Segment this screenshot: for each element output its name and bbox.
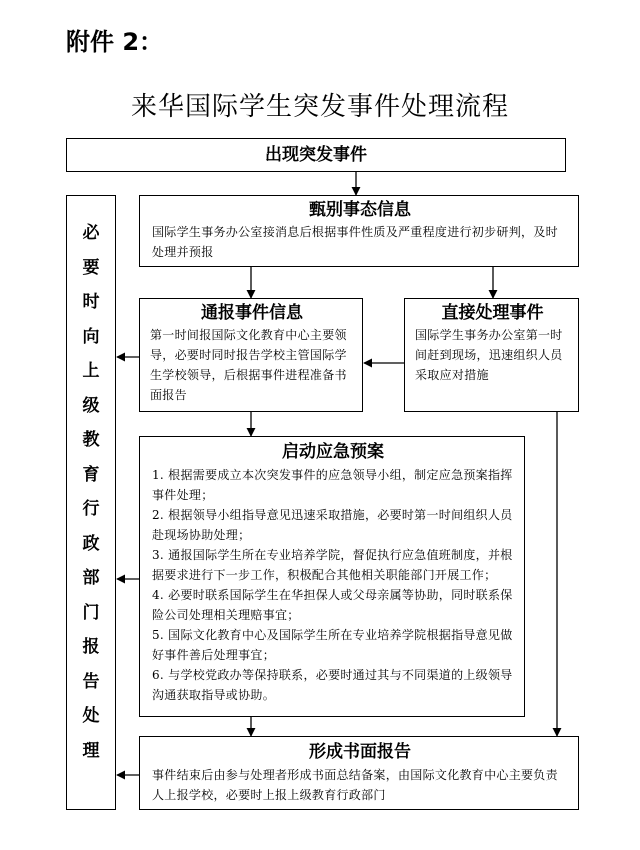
side-char: 政	[82, 533, 100, 554]
report-info-node-text: 第一时间报国际文化教育中心主要领导，必要时同时报告学校主管国际学生学校领导，后根据事件进程准备书面报告	[150, 328, 347, 402]
written-report-node	[139, 736, 579, 810]
start-node-title: 出现突发事件	[265, 145, 367, 165]
side-char: 时	[82, 292, 100, 312]
page-title: 来华国际学生突发事件处理流程	[130, 92, 509, 122]
side-char: 上	[82, 361, 100, 381]
side-char: 教	[82, 430, 100, 450]
side-escalation-text	[67, 218, 115, 770]
side-char: 向	[82, 326, 100, 347]
side-char: 处	[82, 706, 100, 726]
side-char: 报	[82, 637, 100, 657]
direct-handling-node-title: 直接处理事件	[441, 303, 544, 323]
written-report-node-title: 形成书面报告	[309, 742, 411, 762]
side-char: 行	[82, 499, 100, 519]
direct-handling-node-text: 国际学生事务办公室第一时间赶到现场，迅速组织人员采取应对措施	[415, 328, 563, 382]
side-char: 级	[82, 395, 100, 416]
emergency-step: 6. 与学校党政办等保持联系，必要时通过其与不同渠道的上级领导沟通获取指导或协助。	[152, 668, 513, 702]
identify-node-title: 甄别事态信息	[309, 200, 411, 220]
emergency-plan-node	[139, 436, 525, 717]
side-char: 部	[82, 568, 100, 588]
side-char: 要	[82, 257, 100, 278]
side-char: 育	[82, 464, 100, 485]
start-node	[66, 138, 566, 172]
emergency-step: 4. 必要时联系国际学生在华担保人或父母亲属等协助，同时联系保险公司处理相关理赔事宜；	[152, 588, 513, 622]
emergency-plan-node-title: 启动应急预案	[282, 442, 384, 462]
identify-node-text: 国际学生事务办公室接消息后根据事件性质及严重程度进行初步研判，及时处理并预报	[152, 225, 558, 259]
side-char: 告	[82, 671, 100, 692]
report-info-node	[139, 298, 363, 412]
attachment-label: 附件 2：	[66, 28, 164, 56]
emergency-step: 5. 国际文化教育中心及国际学生所在专业培养学院根据指导意见做好事件善后处理事宜；	[152, 628, 513, 662]
report-info-node-title: 通报事件信息	[201, 303, 303, 323]
side-escalation-node	[66, 195, 116, 810]
written-report-node-text: 事件结束后由参与处理者形成书面总结备案，由国际文化教育中心主要负责人上报学校，必要时上报上级教育行政部门	[152, 768, 558, 802]
side-char: 门	[82, 602, 100, 623]
direct-handling-node	[404, 298, 579, 412]
emergency-step: 1. 根据需要成立本次突发事件的应急领导小组，制定应急预案指挥事件处理；	[152, 468, 513, 502]
identify-node	[139, 195, 579, 267]
emergency-step: 3. 通报国际学生所在专业培养学院，督促执行应急值班制度，并根据要求进行下一步工作，积极配合其他相关职能部门开展工作；	[152, 548, 513, 582]
side-char: 理	[82, 740, 100, 761]
side-char: 必	[82, 223, 100, 243]
emergency-step: 2. 根据领导小组指导意见迅速采取措施，必要时第一时间组织人员赴现场协助处理；	[152, 508, 513, 542]
